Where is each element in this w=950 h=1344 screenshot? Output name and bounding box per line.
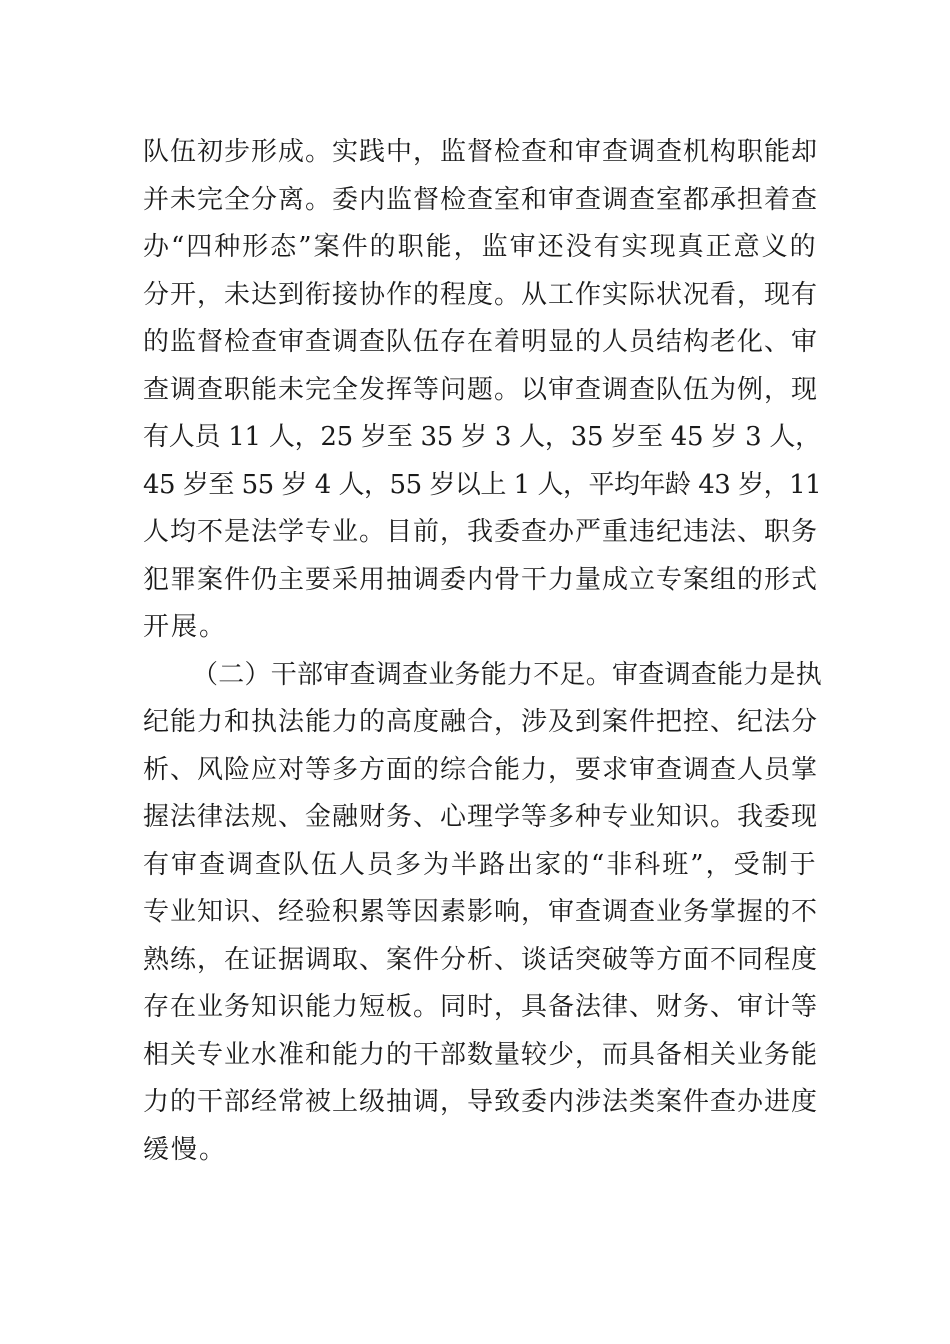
text-line: 熟练，在证据调取、案件分析、谈话突破等方面不同程度 bbox=[143, 945, 819, 975]
text-line: 有人员 11 人，25 岁至 35 岁 3 人，35 岁至 45 岁 3 人， bbox=[143, 422, 821, 452]
text-line: 相关专业水准和能力的干部数量较少，而具备相关业务能 bbox=[143, 1040, 819, 1070]
text-line: 的监督检查审查调查队伍存在着明显的人员结构老化、审 bbox=[143, 327, 819, 357]
text-line: 专业知识、经验积累等因素影响，审查调查业务掌握的不 bbox=[143, 897, 819, 927]
text-line: 握法律法规、金融财务、心理学等多种专业知识。我委现 bbox=[143, 802, 819, 832]
text-line: 办“四种形态”案件的职能，监审还没有实现真正意义的 bbox=[143, 232, 818, 262]
text-line: 力的干部经常被上级抽调，导致委内涉法类案件查办进度 bbox=[143, 1087, 819, 1117]
text-line: 犯罪案件仍主要采用抽调委内骨干力量成立专案组的形式 bbox=[143, 565, 819, 595]
text-line: 开展。 bbox=[143, 612, 228, 642]
text-line: 存在业务知识能力短板。同时，具备法律、财务、审计等 bbox=[143, 992, 819, 1022]
text-line: 纪能力和执法能力的高度融合，涉及到案件把控、纪法分 bbox=[143, 707, 819, 737]
section-heading-line: （二）干部审查调查业务能力不足。审查调查能力是执 bbox=[192, 660, 823, 690]
text-line: 人均不是法学专业。目前，我委查办严重违纪违法、职务 bbox=[143, 517, 819, 547]
text-line: 查调查职能未完全发挥等问题。以审查调查队伍为例，现 bbox=[143, 375, 819, 405]
text-line: 缓慢。 bbox=[143, 1135, 228, 1165]
text-line: 45 岁至 55 岁 4 人，55 岁以上 1 人，平均年龄 43 岁，11 bbox=[143, 470, 822, 500]
text-line: 析、风险应对等多方面的综合能力，要求审查调查人员掌 bbox=[143, 755, 819, 785]
text-line: 有审查调查队伍人员多为半路出家的“非科班”，受制于 bbox=[143, 850, 818, 880]
text-line: 队伍初步形成。实践中，监督检查和审查调查机构职能却 bbox=[143, 137, 819, 167]
text-line: 分开，未达到衔接协作的程度。从工作实际状况看，现有 bbox=[143, 280, 819, 310]
text-line: 并未完全分离。委内监督检查室和审查调查室都承担着查 bbox=[143, 185, 819, 215]
